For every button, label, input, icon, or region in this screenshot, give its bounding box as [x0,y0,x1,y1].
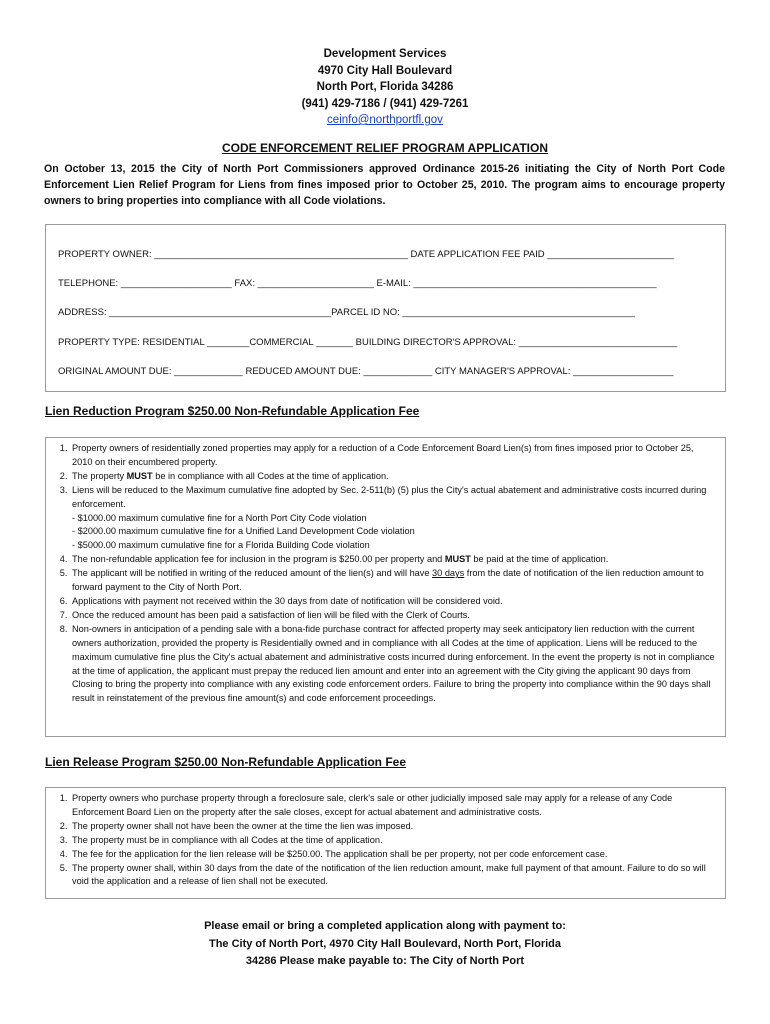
list-item: 5. The applicant will be notified in writing of the reduced amount of the lien(s) and will have 30 days from the date of notification of the lien reduction amount to forward payment to the City of North Port. [70,567,715,595]
lien-reduction-heading: Lien Reduction Program $250.00 Non-Refundable Application Fee [45,404,420,418]
form-row-contact[interactable]: TELEPHONE: _____________________ FAX: ______________________ E-MAIL: ______________________________________________ [58,278,657,289]
lien-release-list-box [45,787,726,899]
email-link[interactable]: ceinfo@northportfl.gov [327,114,443,126]
phone-numbers: (941) 429-7186 / (941) 429-7261 [301,97,469,110]
fine-cap-uldc: - $2000.00 maximum cumulative fine for a Unified Land Development Code violation [72,526,415,537]
list-item: 4. The fee for the application for the lien release will be $250.00. The application shall be per property, not per code enforcement case. [70,848,715,862]
list-item: 6. Applications with payment not received within the 30 days from date of notification will be considered void. [70,595,715,609]
document-title: CODE ENFORCEMENT RELIEF PROGRAM APPLICATION [221,141,548,155]
city-state-zip: North Port, Florida 34286 [316,81,454,93]
lien-reduction-list [46,442,725,706]
submission-instructions [0,918,770,971]
application-form-box [45,224,726,392]
intro-paragraph: On October 13, 2015 the City of North Port Commissioners approved Ordinance 2015-26 initiating the City of North Port Code Enforcement Lien Relief Program for Liens from fines imposed prior to October 25, 2010. The program aims to encourage property owners to bring properties into compliance with all Code violations. [44,163,725,207]
list-item: 1. Property owners who purchase property through a foreclosure sale, clerk's sale or other judicially imposed sale may apply for a release of any Code Enforcement Board Lien on the property after the sale closes, except for actual abatement and administrative costs. [70,792,715,820]
lien-release-heading: Lien Release Program $250.00 Non-Refundable Application Fee [45,755,406,769]
list-item: 3. Liens will be reduced to the Maximum cumulative fine adopted by Sec. 2-511(b) (5) plus the City's actual abatement and administrative costs incurred during enforcement. - $1000.00 maximum cumulative fine for a North Port City Code violation - $2000.00 maximum cumulative fine for a Unified Land Development Code violation - $5000.00 maximum cumulative fine for a Florida Building Code violation [70,484,715,554]
form-row-property-type[interactable]: PROPERTY TYPE: RESIDENTIAL ________COMMERCIAL _______ BUILDING DIRECTOR'S APPROVAL: ______________________________ [58,337,678,348]
list-item: 1. Property owners of residentially zoned properties may apply for a reduction of a Code Enforcement Board Lien(s) from fines imposed prior to October 25, 2010 on their encumbered property. [70,442,715,470]
footer-line: 34286 Please make payable to: The City of North Port [245,955,525,967]
footer-line: Please email or bring a completed application along with payment to: [204,920,566,932]
list-item: 7. Once the reduced amount has been paid a satisfaction of lien will be filed with the Clerk of Courts. [70,609,715,623]
list-item: 3. The property must be in compliance with all Codes at the time of application. [70,834,715,848]
footer-line: The City of North Port, 4970 City Hall Boulevard, North Port, Florida [208,937,562,950]
list-item: 4. The non-refundable application fee for inclusion in the program is $250.00 per property and MUST be paid at the time of application. [70,553,715,567]
list-item: 2. The property MUST be in compliance with all Codes at the time of application. [70,470,715,484]
form-row-owner[interactable]: PROPERTY OWNER: ________________________________________________ DATE APPLICATION FEE PAID ________________________ [58,249,675,260]
street-address: 4970 City Hall Boulevard [317,64,453,77]
list-item: 5. The property owner shall, within 30 days from the date of the notification of the lien reduction amount, make full payment of that amount. Failure to do so will void the application and a release of lien shall not be executed. [70,862,715,890]
lien-release-list [46,792,725,889]
letterhead [0,46,770,129]
form-row-address[interactable]: ADDRESS: __________________________________________PARCEL ID NO: ____________________________________________ [58,307,635,318]
fine-cap-city-code: - $1000.00 maximum cumulative fine for a North Port City Code violation [72,512,367,523]
list-item: 8. Non-owners in anticipation of a pending sale with a bona-fide purchase contract for affected property may seek anticipatory lien reduction with the current owners authorization, provided the property is Residentially owned and in compliance with all Codes at the time of application. Liens will be reduced to the maximum cumulative fine plus the City's actual abatement and administrative costs incurred during enforcement. In the event the property is not in compliance at the time of application, the applicant must prepay the reduced lien amount and enter into an agreement with the City giving the applicant 90 days from Closing to bring the property into compliance with any existing code enforcement orders. Failure to bring the property into compliance within the 90 days shall result in reinstatement of the previous fine amount(s) and code enforcement proceedings. [70,623,715,706]
department-name: Development Services [323,48,447,60]
form-row-amounts[interactable]: ORIGINAL AMOUNT DUE: _____________ REDUCED AMOUNT DUE: _____________ CITY MANAGER'S APPROVAL: ___________________ [58,366,674,377]
lien-reduction-list-box [45,437,726,737]
list-item: 2. The property owner shall not have been the owner at the time the lien was imposed. [70,820,715,834]
fine-cap-building-code: - $5000.00 maximum cumulative fine for a Florida Building Code violation [72,540,370,551]
